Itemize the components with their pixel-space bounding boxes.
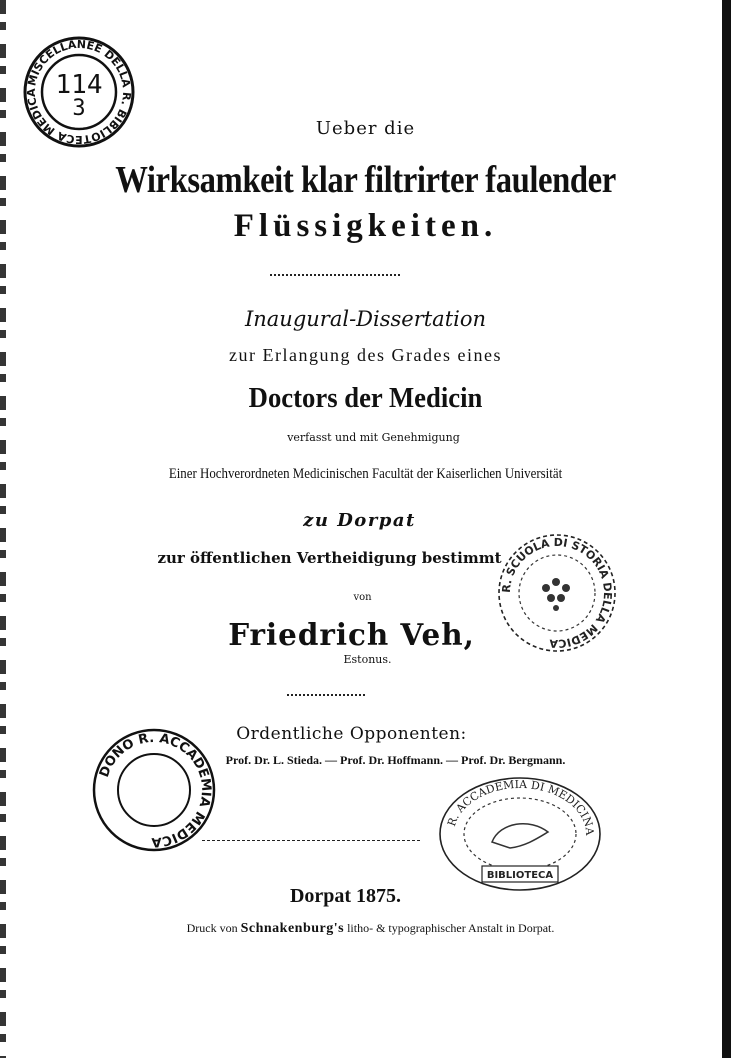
place-year: Dorpat 1875. [289, 885, 402, 907]
degree-purpose: zur Erlangung des Grades eines [229, 345, 502, 365]
printer-line [5, 921, 731, 937]
academy-stamp-bottom-right [430, 772, 610, 892]
separator-rule [287, 694, 365, 696]
printer-name: Schnakenburg's [240, 921, 345, 936]
ornamental-rule [202, 840, 420, 841]
by-line: von [353, 592, 372, 603]
stamp-bottom-label: BIBLIOTECA [486, 870, 554, 881]
svg-text:DONO R. ACCADEMIA MEDICA [97, 731, 213, 849]
faculty-line: Einer Hochverordneten Medicinischen Facultät der Kaiserlichen Universität [168, 466, 563, 482]
printer-suffix: litho- & typographischer Anstalt in Dorpat. [347, 921, 555, 935]
opponents-heading: Ordentliche Opponenten: [236, 724, 467, 744]
opponents-list: Prof. Dr. L. Stieda. — Prof. Dr. Hoffmann. — Prof. Dr. Bergmann. [225, 753, 566, 767]
stamp-ring-text: R. SCUOLA DI STORIA DELLA MEDICA [499, 535, 615, 651]
author-name: Friedrich Veh, [228, 618, 475, 653]
stamp-ring-text: MISCELLANEE DELLA R. BIBLIOTECA MEDICA [24, 37, 134, 147]
title-line-2: Flüssigkeiten. [233, 208, 498, 244]
pretitle: Ueber die [315, 118, 416, 139]
stamp-number-bottom: 3 [72, 96, 86, 121]
svg-text:R. ACCADEMIA DI MEDICINA [445, 778, 596, 837]
author-origin: Estonus. [343, 653, 392, 666]
stamp-ring-text: DONO R. ACCADEMIA MEDICA [96, 730, 214, 850]
separator-rule [270, 274, 400, 276]
donation-stamp-bottom-left [86, 725, 222, 855]
stamp-number-top: 114 [55, 70, 103, 100]
dissertation-type: Inaugural-Dissertation [244, 307, 487, 331]
printer-prefix: Druck von [186, 921, 238, 935]
university-line: zu Dorpat [303, 510, 416, 531]
stamp-emblem [492, 824, 548, 848]
stamp-ring-text: R. ACCADEMIA DI MEDICINA [445, 777, 597, 836]
degree-title: Doctors der Medicin [248, 382, 483, 414]
defense-line: zur öffentlichen Vertheidigung bestimmt [157, 549, 502, 567]
approval-line: verfasst und mit Genehmigung [287, 431, 460, 444]
title-line-1: Wirksamkeit klar filtrirter faulender [115, 159, 616, 201]
